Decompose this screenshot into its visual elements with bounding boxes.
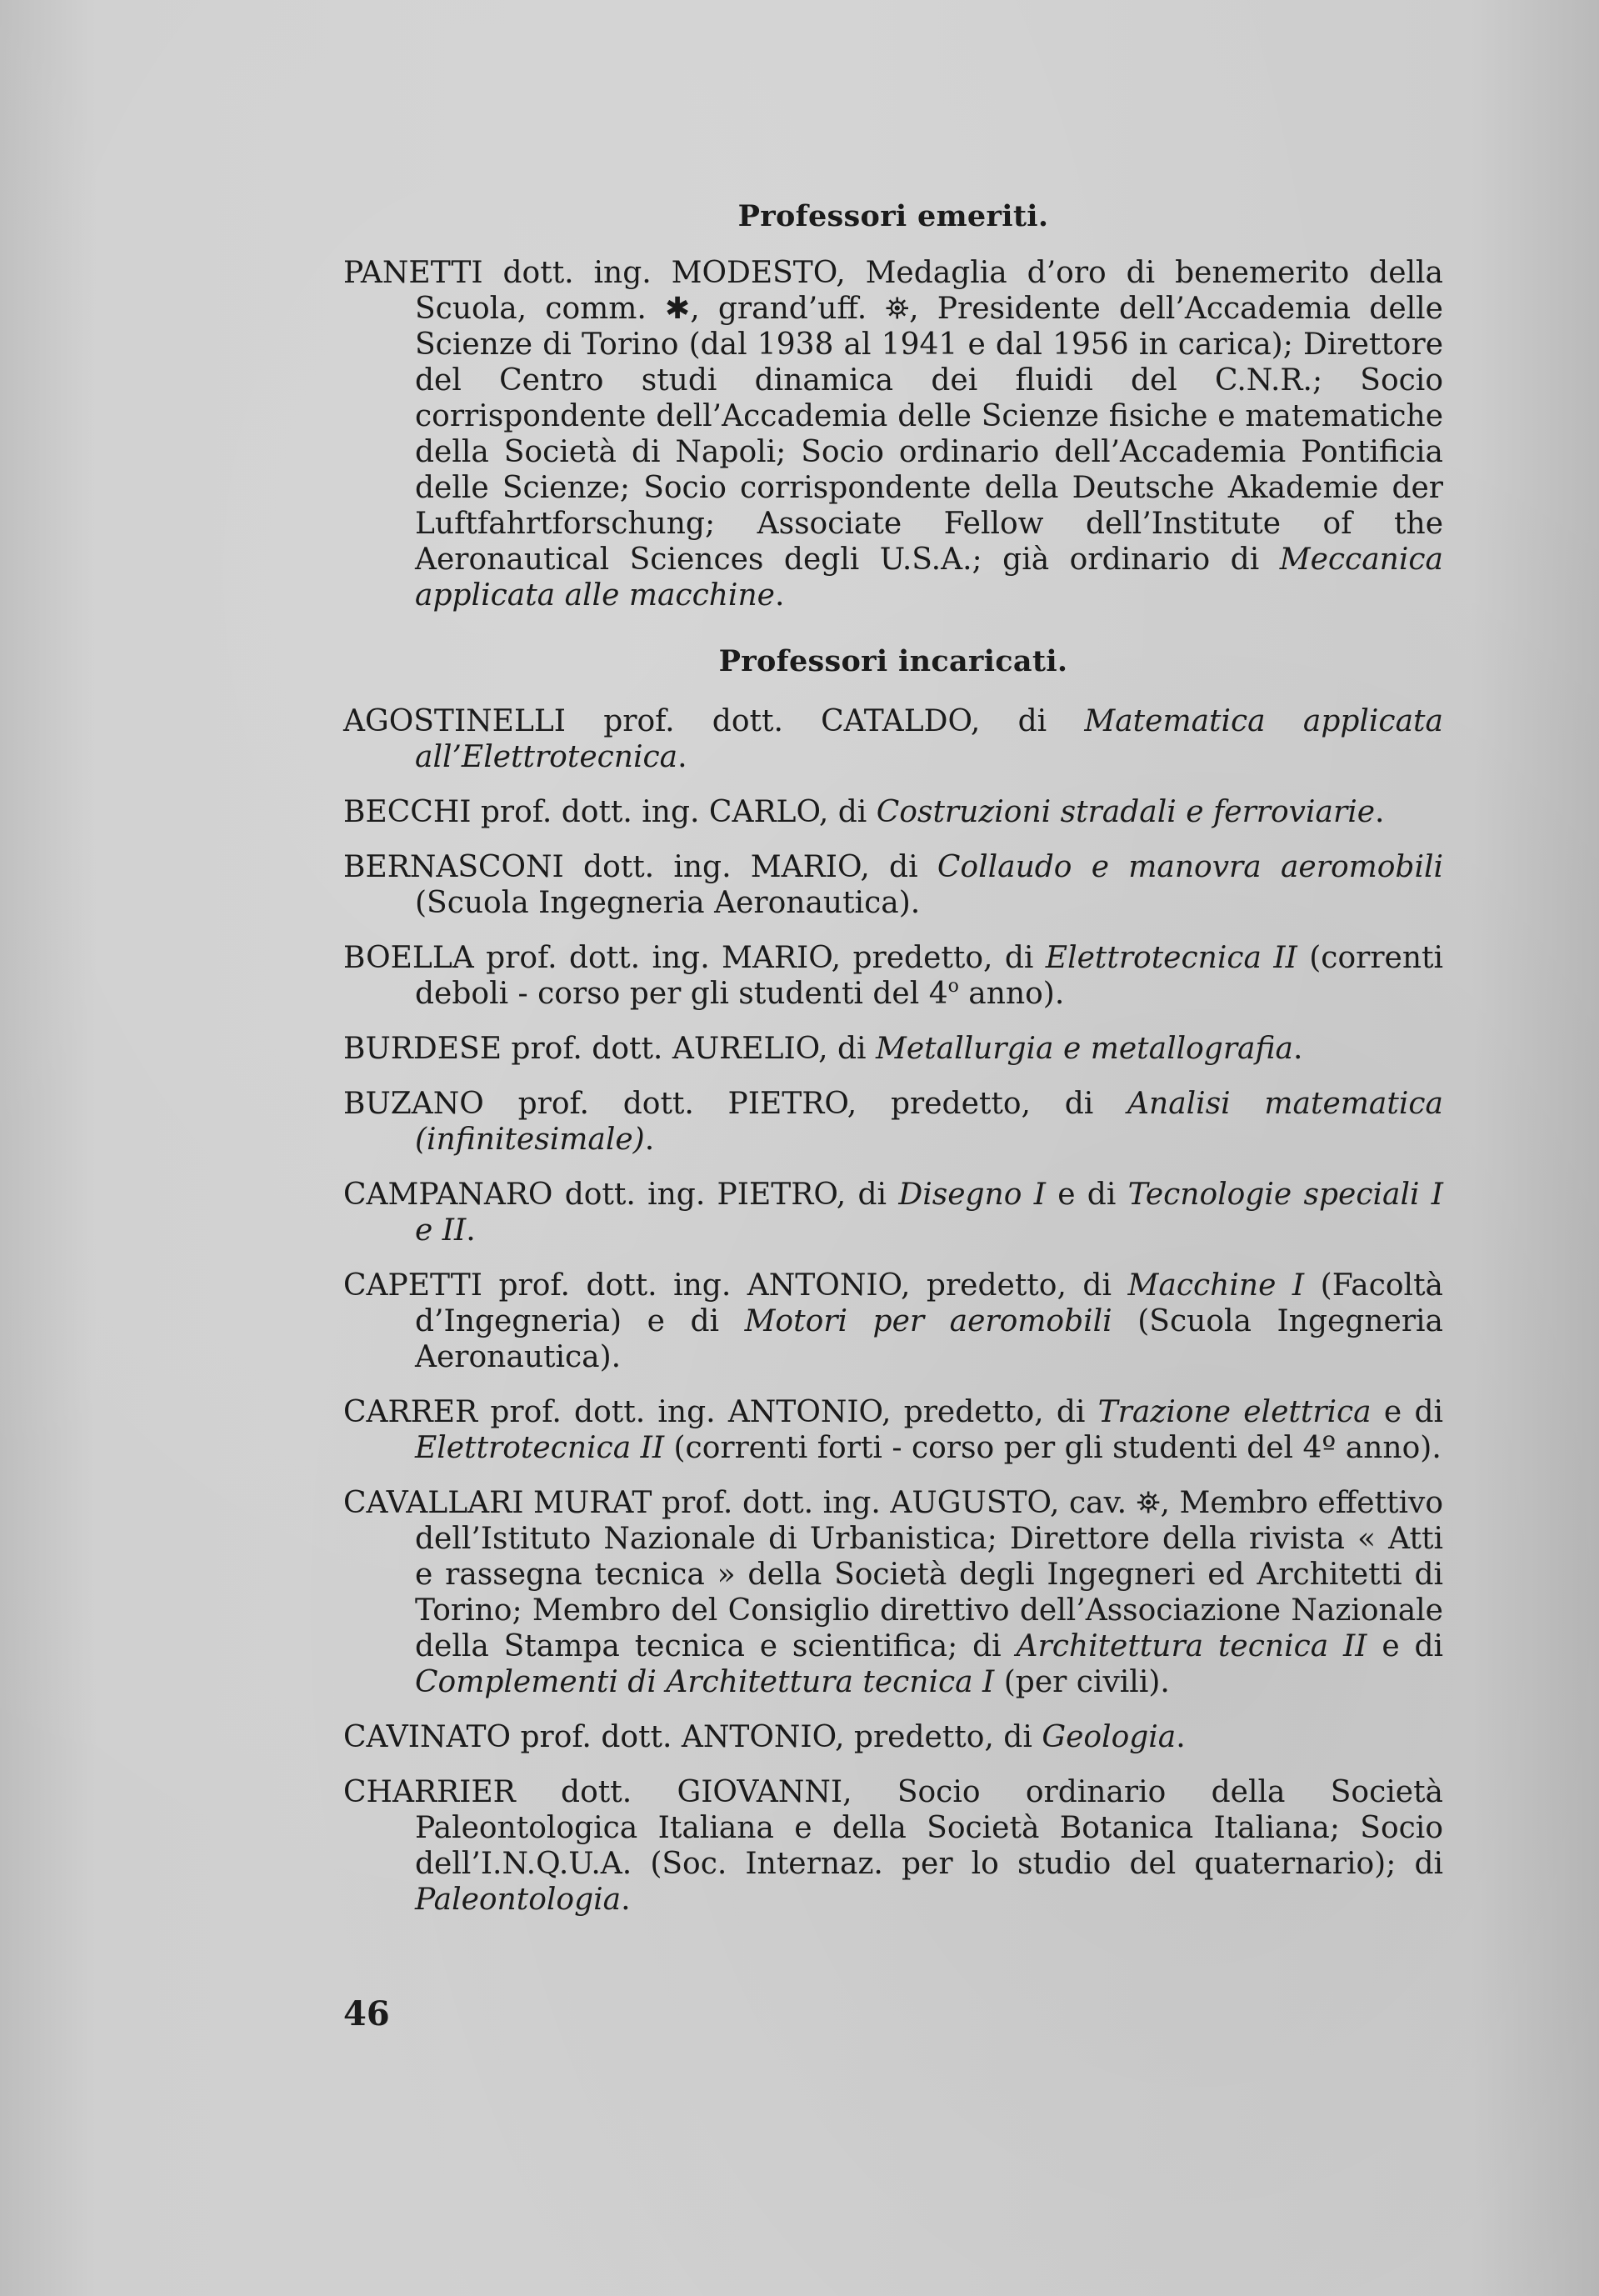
entry-incaricati-6: CAMPANARO dott. ing. PIETRO, di Disegno I e di Tecnologie speciali I e II. (343, 1178, 1443, 1248)
entry-incaricati-2: BERNASCONI dott. ing. MARIO, di Collaudo e manovra aeromobili (Scuola Ingegneria Aeronautica). (343, 850, 1444, 920)
entry-emeriti-0: PANETTI dott. ing. MODESTO, Medaglia d’oro di benemerito della Scuola, comm. ✱, grand’uff. ⛯, Presidente dell’Accademia delle Scienze di Torino (dal 1938 al 1941 e dal 1956 in carica); Direttore del Centro studi dinamica dei fluidi del C.N.R.; Socio corrispondente dell’Accademia delle Scienze fisiche e matematiche della Società di Napoli; Socio ordinario dell’Accademia Pontificia delle Scienze; Socio corrispondente della Deutsche Akademie der Luftfahrtforschung; Associate Fellow dell’Institute of the Aeronautical Sciences degli U.S.A.; già ordinario di Meccanica applicata alle macchine. (343, 256, 1443, 613)
entry-incaricati-10: CAVINATO prof. dott. ANTONIO, predetto, di Geologia. (343, 1720, 1186, 1754)
entry-incaricati-4: BURDESE prof. dott. AURELIO, di Metallurgia e metallografia. (343, 1032, 1303, 1066)
entry-incaricati-11: CHARRIER dott. GIOVANNI, Socio ordinario della Società Paleontologica Italiana e della Società Botanica Italiana; Socio dell’I.N.Q.U.A. (Soc. Internaz. per lo studio del quaternario); di Paleontologia. (343, 1775, 1443, 1917)
entry-incaricati-0: AGOSTINELLI prof. dott. CATALDO, di Matematica applicata all’Elettrotecnica. (343, 704, 1443, 774)
section-title-emeriti: Professori emeriti. (737, 199, 1049, 233)
entry-incaricati-3: BOELLA prof. dott. ing. MARIO, predetto, di Elettrotecnica II (correnti deboli - corso per gli studenti del 4$^o$ anno). (343, 941, 1444, 1011)
entry-incaricati-9: CAVALLARI MURAT prof. dott. ing. AUGUSTO, cav. ⛯, Membro effettivo dell’Istituto Nazionale di Urbanistica; Direttore della rivista « Atti e rassegna tecnica » della Società degli Ingegneri ed Architetti di Torino; Membro del Consiglio direttivo dell’Associazione Nazionale della Stampa tecnica e scientifica; di Architettura tecnica II e di Complementi di Architettura tecnica I (per civili). (343, 1486, 1444, 1699)
entry-incaricati-7: CAPETTI prof. dott. ing. ANTONIO, predetto, di Macchine I (Facoltà d’Ingegneria) e di Motori per aeromobili (Scuola Ingegneria Aeronautica). (343, 1268, 1444, 1374)
entry-incaricati-5: BUZANO prof. dott. PIETRO, predetto, di Analisi matematica (infinitesimale). (343, 1087, 1443, 1157)
entry-incaricati-8: CARRER prof. dott. ing. ANTONIO, predetto, di Trazione elettrica e di Elettrotecnica II (correnti forti - corso per gli studenti del 4º anno). (343, 1395, 1444, 1465)
text-block (343, 197, 1443, 1918)
page-number: 46 (343, 1994, 390, 2033)
entry-incaricati-1: BECCHI prof. dott. ing. CARLO, di Costruzioni stradali e ferroviarie. (343, 795, 1385, 829)
section-title-incaricati: Professori incaricati. (718, 644, 1068, 678)
